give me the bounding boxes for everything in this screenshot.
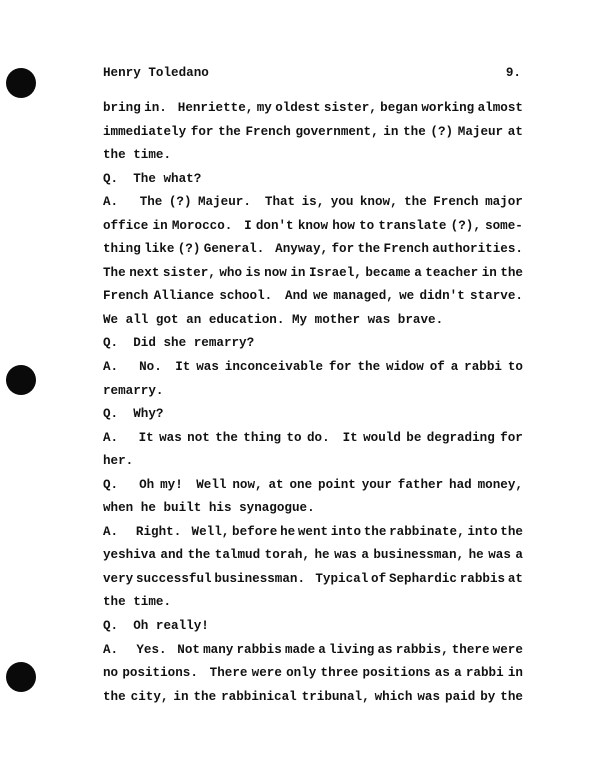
word: the: [215, 430, 238, 445]
transcript-line: [103, 686, 523, 710]
word: didn't: [419, 289, 465, 304]
word: My: [284, 312, 308, 327]
word: translate: [378, 218, 447, 233]
word: a: [454, 666, 462, 681]
word: rabbis: [236, 642, 282, 657]
word: his: [201, 501, 232, 516]
word: rabbis: [459, 571, 506, 586]
word: in.: [144, 101, 167, 115]
word: the: [500, 265, 523, 280]
word: inconceivable: [224, 360, 324, 375]
word: to: [286, 430, 302, 445]
transcript-line: [103, 332, 523, 356]
word: tribunal,: [301, 689, 370, 704]
word: office: [103, 218, 149, 233]
transcript-line: [103, 662, 523, 686]
word: began: [380, 101, 418, 115]
word: rabbinical: [221, 689, 297, 704]
word: businessman,: [373, 548, 465, 563]
word: Why?: [118, 407, 164, 422]
word: the: [193, 689, 217, 704]
word: A.: [103, 195, 119, 210]
word: the: [103, 689, 126, 704]
word: like: [144, 242, 175, 257]
word: sister,: [323, 101, 377, 115]
word: built: [155, 501, 202, 516]
binder-hole-top: [6, 68, 36, 98]
word: now: [264, 265, 287, 280]
word: French: [245, 124, 291, 139]
word: there: [451, 642, 490, 657]
transcript-line: [103, 568, 523, 592]
word: Well,: [183, 524, 230, 539]
word: was: [334, 548, 357, 563]
word: the: [103, 148, 126, 163]
transcript-line: [103, 285, 523, 309]
word: (?),: [450, 218, 481, 233]
word: city,: [130, 689, 169, 704]
transcript-line: [103, 262, 523, 286]
word: was: [488, 548, 511, 563]
word: Well: [188, 477, 227, 492]
word: my!: [160, 477, 183, 492]
word: (?): [168, 195, 192, 210]
word: is: [245, 265, 261, 280]
transcript-line: [103, 427, 523, 451]
word: her.: [103, 454, 134, 469]
word: rabbinate,: [389, 524, 465, 539]
word: had: [449, 477, 472, 492]
word: Majeur.: [197, 195, 251, 210]
word: as: [377, 642, 393, 657]
word: the: [403, 124, 426, 139]
word: remarry.: [103, 383, 164, 398]
word: into: [467, 524, 498, 539]
word: thing: [243, 430, 282, 445]
word: is,: [301, 195, 325, 210]
word: we: [399, 289, 415, 304]
word: Q.: [103, 477, 119, 492]
word: your: [361, 477, 392, 492]
word: a: [515, 548, 523, 563]
word: not: [187, 430, 210, 445]
transcript-line: [103, 591, 523, 615]
word: got: [148, 312, 179, 327]
word: money,: [477, 477, 523, 492]
word: some-: [485, 218, 523, 233]
transcript-line: [103, 191, 523, 215]
word: we: [312, 289, 329, 304]
word: Q.: [103, 171, 119, 186]
word: immediately: [103, 124, 187, 139]
word: the: [357, 360, 381, 375]
word: father: [397, 477, 444, 492]
word: at: [507, 571, 523, 586]
word: We: [103, 312, 119, 327]
word: the: [187, 548, 211, 563]
word: Q.: [103, 336, 119, 351]
word: be: [406, 430, 422, 445]
transcript-line: [103, 144, 523, 168]
word: The: [124, 195, 163, 210]
transcript-line: [103, 544, 523, 568]
transcript-line: [103, 450, 523, 474]
interviewee-name: Henry Toledano: [103, 66, 209, 80]
word: as: [434, 666, 450, 681]
word: yeshiva: [103, 548, 156, 563]
transcript-line: [103, 615, 523, 639]
word: the: [500, 524, 523, 539]
word: Morocco.: [171, 218, 233, 233]
word: oldest: [275, 101, 321, 115]
word: paid: [445, 689, 476, 704]
word: And: [277, 289, 308, 304]
word: Oh: [124, 477, 155, 492]
word: Alliance: [153, 289, 215, 304]
word: There: [202, 666, 248, 681]
word: thing: [103, 242, 141, 257]
binder-hole-bottom: [6, 662, 36, 692]
word: my: [256, 101, 272, 115]
word: he: [314, 548, 330, 563]
transcript-line: [103, 121, 523, 145]
word: Sephardic: [388, 571, 457, 586]
word: was: [417, 689, 441, 704]
word: in: [152, 218, 168, 233]
word: French: [433, 195, 479, 210]
word: now,: [232, 477, 263, 492]
transcript-body: [103, 97, 523, 709]
word: to: [359, 218, 375, 233]
word: Israel,: [308, 265, 362, 280]
word: Typical: [307, 571, 369, 586]
word: don't: [255, 218, 294, 233]
word: government,: [295, 124, 379, 139]
word: French: [103, 289, 149, 304]
word: torah,: [264, 548, 310, 563]
word: Q.: [103, 619, 119, 634]
word: was: [360, 312, 391, 327]
word: very: [103, 571, 134, 586]
word: really!: [148, 619, 209, 634]
word: he: [468, 548, 484, 563]
word: became: [365, 265, 411, 280]
word: you: [330, 195, 354, 210]
word: he: [280, 524, 296, 539]
word: went: [297, 524, 329, 539]
word: degrading: [426, 430, 495, 445]
word: rabbi: [464, 360, 502, 375]
word: the: [363, 524, 387, 539]
transcript-line: [103, 380, 523, 404]
word: a: [318, 642, 326, 657]
word: at: [507, 124, 523, 139]
transcript-line: [103, 521, 523, 545]
transcript-line: [103, 97, 523, 121]
word: Q.: [103, 407, 119, 422]
word: which: [374, 689, 413, 704]
word: know,: [359, 195, 398, 210]
word: No.: [124, 360, 162, 375]
word: and: [160, 548, 184, 563]
word: A.: [103, 642, 119, 657]
word: three: [320, 666, 359, 681]
transcript-line: [103, 474, 523, 498]
word: was: [196, 360, 219, 375]
word: A.: [103, 524, 119, 539]
word: (?): [177, 242, 201, 257]
word: major: [485, 195, 523, 210]
word: how: [332, 218, 355, 233]
word: widow: [386, 360, 424, 375]
word: who: [219, 265, 243, 280]
word: he: [133, 501, 156, 516]
word: working: [421, 101, 475, 115]
transcript-line: [103, 356, 523, 380]
word: successful: [136, 571, 212, 586]
word: the: [404, 195, 427, 210]
word: Anyway,: [267, 242, 329, 257]
word: of: [429, 360, 445, 375]
word: Oh: [118, 619, 149, 634]
word: (?): [430, 124, 454, 139]
word: in: [173, 689, 189, 704]
word: when: [103, 501, 134, 516]
word: talmud: [214, 548, 261, 563]
word: businessman.: [214, 571, 306, 586]
word: for: [190, 124, 214, 139]
word: The: [118, 171, 156, 186]
word: starve.: [470, 289, 523, 304]
word: That: [257, 195, 296, 210]
word: were: [251, 666, 282, 681]
word: teacher: [425, 265, 479, 280]
word: only: [286, 666, 317, 681]
word: It: [167, 360, 191, 375]
binder-hole-middle: [6, 365, 36, 395]
word: in: [290, 265, 306, 280]
word: for: [328, 360, 352, 375]
word: school.: [219, 289, 273, 304]
word: authorities.: [432, 242, 523, 257]
transcript-line: [103, 215, 523, 239]
word: almost: [477, 101, 523, 115]
word: she: [155, 336, 187, 351]
word: A.: [103, 430, 119, 445]
transcript-line: [103, 168, 523, 192]
word: for: [331, 242, 355, 257]
word: in: [481, 265, 497, 280]
word: at: [268, 477, 284, 492]
word: in: [507, 666, 523, 681]
word: for: [500, 430, 523, 445]
word: time.: [125, 148, 172, 163]
word: one: [289, 477, 313, 492]
word: The: [103, 265, 126, 280]
word: know: [297, 218, 329, 233]
word: positions.: [122, 666, 198, 681]
word: the: [357, 242, 381, 257]
word: It: [123, 430, 154, 445]
word: It: [335, 430, 358, 445]
word: point: [318, 477, 356, 492]
word: by: [480, 689, 496, 704]
word: next: [129, 265, 160, 280]
word: of: [371, 571, 387, 586]
word: Not: [169, 642, 200, 657]
word: sister,: [162, 265, 216, 280]
word: was: [159, 430, 182, 445]
word: an: [178, 312, 202, 327]
word: all: [118, 312, 149, 327]
word: rabbis,: [395, 642, 449, 657]
transcript-line: [103, 639, 523, 663]
word: the: [218, 124, 241, 139]
page-number: 9.: [505, 66, 521, 80]
word: managed,: [333, 289, 394, 304]
word: Henriette,: [170, 101, 254, 115]
word: education.: [201, 312, 285, 327]
word: would: [363, 430, 401, 445]
transcript-line: [103, 403, 523, 427]
word: General.: [203, 242, 265, 257]
word: French: [383, 242, 429, 257]
word: I: [236, 218, 252, 233]
word: in: [383, 124, 399, 139]
word: made: [284, 642, 316, 657]
word: bring: [103, 101, 141, 115]
word: do.: [306, 430, 330, 445]
word: remarry?: [186, 336, 255, 351]
word: to: [507, 360, 523, 375]
word: Yes.: [121, 642, 167, 657]
word: Right.: [120, 524, 182, 539]
transcript-line: [103, 309, 523, 333]
word: A.: [103, 360, 119, 375]
word: no: [103, 666, 119, 681]
word: a: [414, 265, 422, 280]
word: many: [203, 642, 234, 657]
word: the: [500, 689, 523, 704]
word: Did: [118, 336, 156, 351]
word: rabbi: [465, 666, 504, 681]
transcript-line: [103, 238, 523, 262]
word: were: [492, 642, 523, 657]
word: living: [328, 642, 375, 657]
word: into: [330, 524, 362, 539]
word: what?: [155, 171, 202, 186]
word: before: [232, 524, 278, 539]
word: brave.: [390, 312, 444, 327]
word: a: [450, 360, 459, 375]
word: the: [103, 595, 126, 610]
word: a: [361, 548, 369, 563]
word: synagogue.: [231, 501, 315, 516]
word: positions: [362, 666, 431, 681]
word: time.: [125, 595, 172, 610]
word: mother: [307, 312, 361, 327]
transcript-line: [103, 497, 523, 521]
word: Majeur: [457, 124, 504, 139]
